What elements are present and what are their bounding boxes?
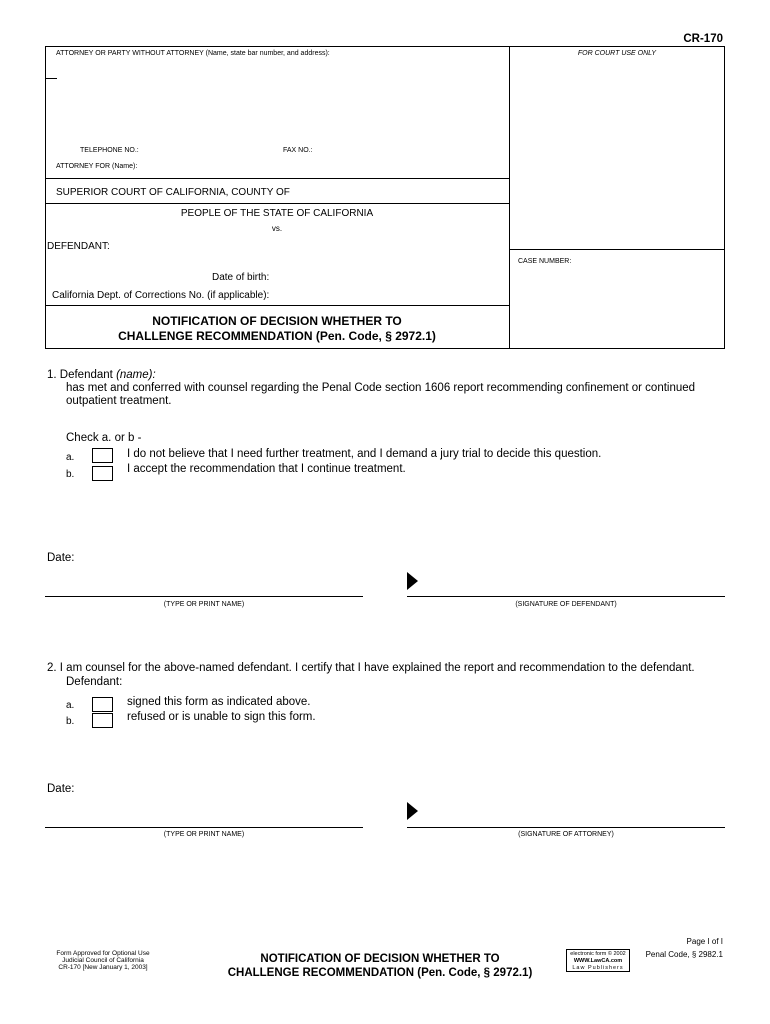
section1-option-a-checkbox[interactable] xyxy=(92,448,113,463)
check-instruction: Check a. or b - xyxy=(66,432,142,444)
attorney-tick xyxy=(45,78,57,79)
section1-print-name-label: (TYPE OR PRINT NAME) xyxy=(163,601,245,608)
signature-arrow-icon xyxy=(407,572,418,590)
section2-option-a-letter: a. xyxy=(66,700,75,711)
section2-option-b-text: refused or is unable to sign this form. xyxy=(127,711,316,723)
court-use-label: FOR COURT USE ONLY xyxy=(577,50,657,57)
section1-signature-label: (SIGNATURE OF DEFENDANT) xyxy=(515,601,617,608)
section2-text-line1: 2. I am counsel for the above-named defendant. I certify that I have explained the report and recommendation to the defendant. xyxy=(47,662,695,674)
form-title-line2: CHALLENGE RECOMMENDATION (Pen. Code, § 2972.1) xyxy=(118,329,436,343)
telephone-label: TELEPHONE NO.: xyxy=(80,147,139,154)
section2-option-a-checkbox[interactable] xyxy=(92,697,113,712)
attorney-for-label: ATTORNEY FOR (Name): xyxy=(56,163,138,170)
section1-defendant: 1. Defendant (name): xyxy=(47,369,156,381)
section1-option-b-letter: b. xyxy=(66,469,75,480)
vs-label: vs. xyxy=(271,224,283,233)
penal-code-citation: Penal Code, § 2982.1 xyxy=(645,950,723,959)
section1-option-b-text: I accept the recommendation that I continue treatment. xyxy=(127,463,406,475)
section2-option-b-letter: b. xyxy=(66,716,75,727)
footer-title xyxy=(215,952,545,980)
section1-name-line[interactable] xyxy=(45,596,363,597)
court-divider xyxy=(45,178,509,179)
section2-signature-line[interactable] xyxy=(407,827,725,828)
section1-signature-line[interactable] xyxy=(407,596,725,597)
dob-label: Date of birth: xyxy=(212,272,270,283)
page-number: Page I of I xyxy=(686,937,723,946)
form-title-line1: NOTIFICATION OF DECISION WHETHER TO xyxy=(152,314,402,328)
people-label: PEOPLE OF THE STATE OF CALIFORNIA xyxy=(180,208,374,219)
section1-option-a-letter: a. xyxy=(66,452,75,463)
section2-print-name-label: (TYPE OR PRINT NAME) xyxy=(163,831,245,838)
form-title xyxy=(45,314,509,344)
section1-option-a-text: I do not believe that I need further treatment, and I demand a jury trial to decide this question. xyxy=(127,448,602,460)
section1-text-line2: outpatient treatment. xyxy=(66,395,172,407)
case-number-label: CASE NUMBER: xyxy=(518,258,572,265)
title-divider xyxy=(45,305,509,306)
court-label: SUPERIOR COURT OF CALIFORNIA, COUNTY OF xyxy=(56,187,290,198)
section1-option-b-checkbox[interactable] xyxy=(92,466,113,481)
footer-title-line1: NOTIFICATION OF DECISION WHETHER TO xyxy=(260,953,500,965)
section2-option-a-text: signed this form as indicated above. xyxy=(127,696,311,708)
fax-label: FAX NO.: xyxy=(283,147,313,154)
signature-arrow-icon xyxy=(407,802,418,820)
attorney-label: ATTORNEY OR PARTY WITHOUT ATTORNEY (Name, state bar number, and address): xyxy=(56,50,330,57)
publisher-stamp: electronic form © 2002 WWW.LawCA.com Law Publishers xyxy=(566,949,630,972)
approved-block: Form Approved for Optional Use Judicial Council of California CR-170 [New January 1, 2003] xyxy=(56,950,150,971)
cdc-label: California Dept. of Corrections No. (if applicable): xyxy=(52,290,270,301)
people-divider xyxy=(45,203,509,204)
form-number: CR-170 xyxy=(683,33,723,45)
footer-title-line2: CHALLENGE RECOMMENDATION (Pen. Code, § 2972.1) xyxy=(227,967,533,979)
case-number-divider xyxy=(509,249,725,250)
section2-defendant-label: Defendant: xyxy=(66,676,123,688)
section2-signature-label: (SIGNATURE OF ATTORNEY) xyxy=(518,831,614,838)
section2-date-label: Date: xyxy=(47,783,75,795)
caption-divider xyxy=(509,46,510,349)
section2-name-line[interactable] xyxy=(45,827,363,828)
attorney-input[interactable] xyxy=(60,62,500,142)
section1-date-label: Date: xyxy=(47,552,75,564)
section1-text-line1: has met and conferred with counsel regarding the Penal Code section 1606 report recommending confinement or continued xyxy=(66,382,696,394)
defendant-label: DEFENDANT: xyxy=(47,241,110,252)
section2-option-b-checkbox[interactable] xyxy=(92,713,113,728)
